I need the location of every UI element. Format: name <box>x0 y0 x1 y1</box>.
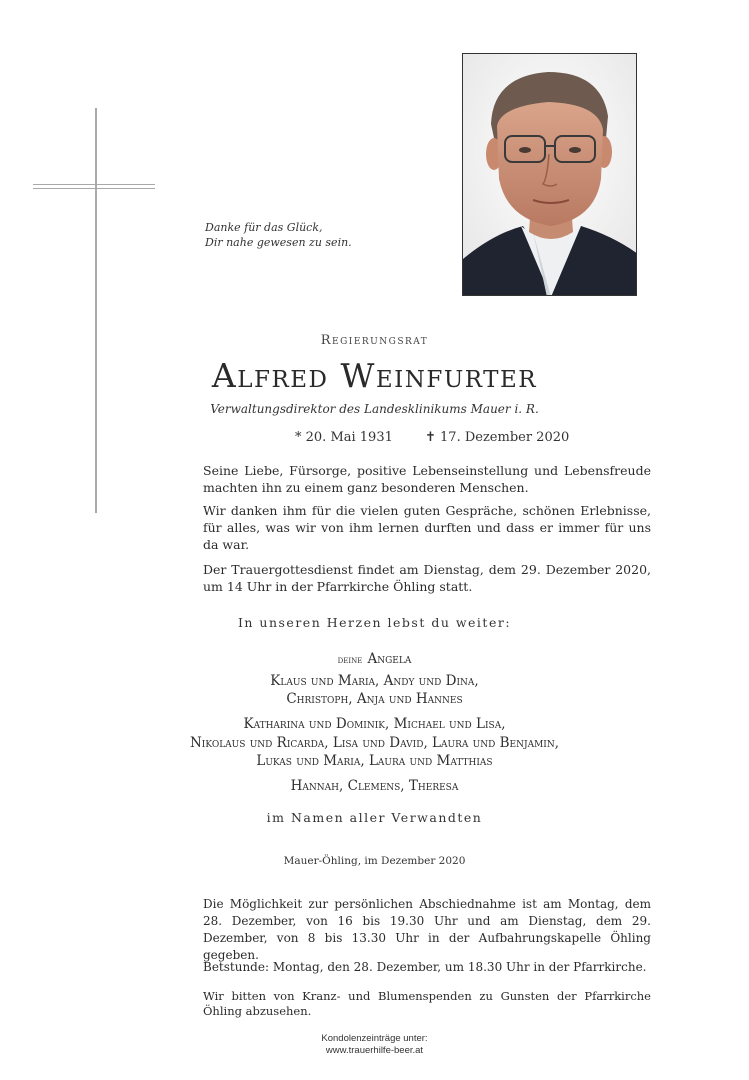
grandchildren-line-1: Katharina und Dominik, Michael und Lisa, <box>243 716 506 732</box>
cross-icon-vertical <box>95 108 97 513</box>
person-subtitle: Verwaltungsdirektor des Landesklinikums Mauer i. R. <box>210 402 539 416</box>
motto-line-1: Danke für das Glück, <box>205 221 323 234</box>
wife-line <box>0 648 749 668</box>
paragraph-1: Seine Liebe, Fürsorge, positive Lebenseinstellung und Lebensfreude machten ihn zu einem ganz besonderen Menschen. <box>203 463 651 495</box>
cross-icon-horizontal <box>33 184 155 189</box>
condolence-block <box>0 1033 749 1057</box>
portrait-image <box>463 54 637 296</box>
children-line-2: Christoph, Anja und Hannes <box>286 691 463 707</box>
family-intro: In unseren Herzen lebst du weiter: <box>237 615 512 630</box>
wife-name: Angela <box>367 651 412 667</box>
condolence-label: Kondolenzeinträge unter: <box>321 1033 428 1044</box>
place-date: Mauer-Öhling, im Dezember 2020 <box>283 855 466 867</box>
wife-prefix: deine <box>337 654 363 666</box>
grandchildren-line-2: Nikolaus und Ricarda, Lisa und David, Laura und Benjamin, <box>189 735 560 751</box>
death-date: ✝ 17. Dezember 2020 <box>425 430 570 445</box>
donation-info: Wir bitten von Kranz- und Blumenspenden zu Gunsten der Pfarrkirche Öhling abzusehen. <box>203 989 651 1018</box>
paragraph-3: Der Trauergottesdienst findet am Dienstag, dem 29. Dezember 2020, um 14 Uhr in der Pfarrkirche Öhling statt. <box>203 562 651 594</box>
motto-line-2: Dir nahe gewesen zu sein. <box>205 236 352 249</box>
children-line-1: Klaus und Maria, Andy und Dina, <box>270 673 479 689</box>
portrait-photo <box>462 53 637 296</box>
prayer-info: Betstunde: Montag, den 28. Dezember, um 18.30 Uhr in der Pfarrkirche. <box>203 960 647 974</box>
relatives-line: im Namen aller Verwandten <box>266 810 483 825</box>
grandchildren-line-3: Lukas und Maria, Laura und Matthias <box>256 753 493 769</box>
farewell-info: Die Möglichkeit zur persönlichen Abschiednahme ist am Montag, dem 28. Dezember, von 16 bis 19.30 Uhr und am Dienstag, dem 29. Dezember, von 8 bis 13.30 Uhr in der Aufbahrungskapelle Öhling gegeben. <box>203 897 651 962</box>
birth-date: * 20. Mai 1931 <box>295 430 393 445</box>
condolence-url[interactable]: www.trauerhilfe-beer.at <box>325 1045 424 1056</box>
person-rank: Regierungsrat <box>320 333 429 348</box>
great-grandchildren-line: Hannah, Clemens, Theresa <box>290 778 459 794</box>
person-name: Alfred Weinfurter <box>211 356 538 395</box>
motto <box>205 220 352 250</box>
paragraph-2: Wir danken ihm für die vielen guten Gespräche, schönen Erlebnisse, für alles, was wir von ihm lernen durften und dass er immer für uns da war. <box>203 503 651 552</box>
